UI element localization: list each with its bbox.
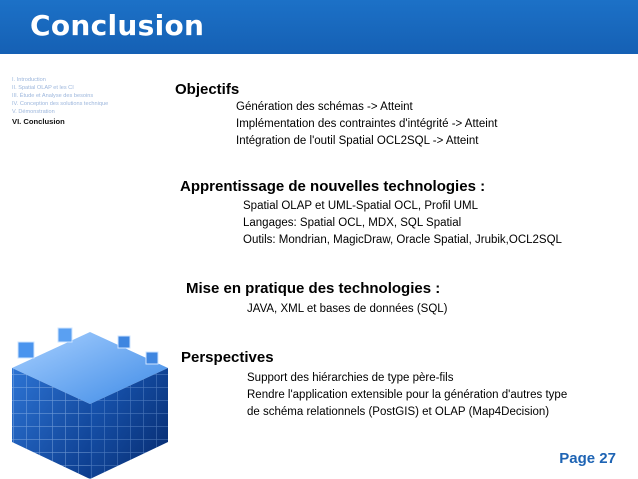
toc-list <box>12 76 162 127</box>
section-perspectives-title: Perspectives <box>181 349 274 366</box>
section-objectifs-body <box>236 99 497 150</box>
slide-title: Conclusion <box>30 9 205 42</box>
pratique-line: JAVA, XML et bases de données (SQL) <box>247 303 448 315</box>
toc-item-conclusion: VI. Conclusion <box>12 117 65 127</box>
page-number: Page 27 <box>559 450 616 467</box>
perspectives-line: Support des hiérarchies de type père-fils <box>247 372 454 384</box>
objectifs-line: Implémentation des contraintes d'intégrité -> Atteint <box>236 118 498 130</box>
perspectives-line: de schéma relationnels (PostGIS) et OLAP (Map4Decision) <box>247 406 550 418</box>
section-apprentissage-title: Apprentissage de nouvelles technologies : <box>180 178 486 195</box>
section-apprentissage-body <box>243 198 562 249</box>
section-perspectives-body <box>247 370 567 421</box>
perspectives-line: Rendre l'application extensible pour la génération d'autres type <box>247 389 568 401</box>
section-pratique-title: Mise en pratique des technologies : <box>186 280 441 297</box>
apprentissage-line: Outils: Mondrian, MagicDraw, Oracle Spatial, Jrubik,OCL2SQL <box>243 234 562 246</box>
apprentissage-line: Spatial OLAP et UML-Spatial OCL, Profil UML <box>243 200 478 212</box>
title-bar <box>0 0 638 54</box>
objectifs-line: Génération des schémas -> Atteint <box>236 101 413 113</box>
objectifs-line: Intégration de l'outil Spatial OCL2SQL -> Atteint <box>236 135 479 147</box>
section-pratique-body <box>247 301 448 318</box>
apprentissage-line: Langages: Spatial OCL, MDX, SQL Spatial <box>243 217 462 229</box>
toc-item-demonstration: V. Démonstration <box>12 109 55 116</box>
toc-item-conception: IV. Conception des solutions technique <box>12 101 109 108</box>
toc-item-spatial-olap: II. Spatial OLAP et les CI <box>12 85 74 92</box>
blue-cube-icon <box>0 322 178 479</box>
toc-item-etude: III. Étude et Analyse des besoins <box>12 93 94 100</box>
toc-item-introduction: I. Introduction <box>12 77 46 83</box>
section-objectifs-title: Objectifs <box>175 81 240 98</box>
